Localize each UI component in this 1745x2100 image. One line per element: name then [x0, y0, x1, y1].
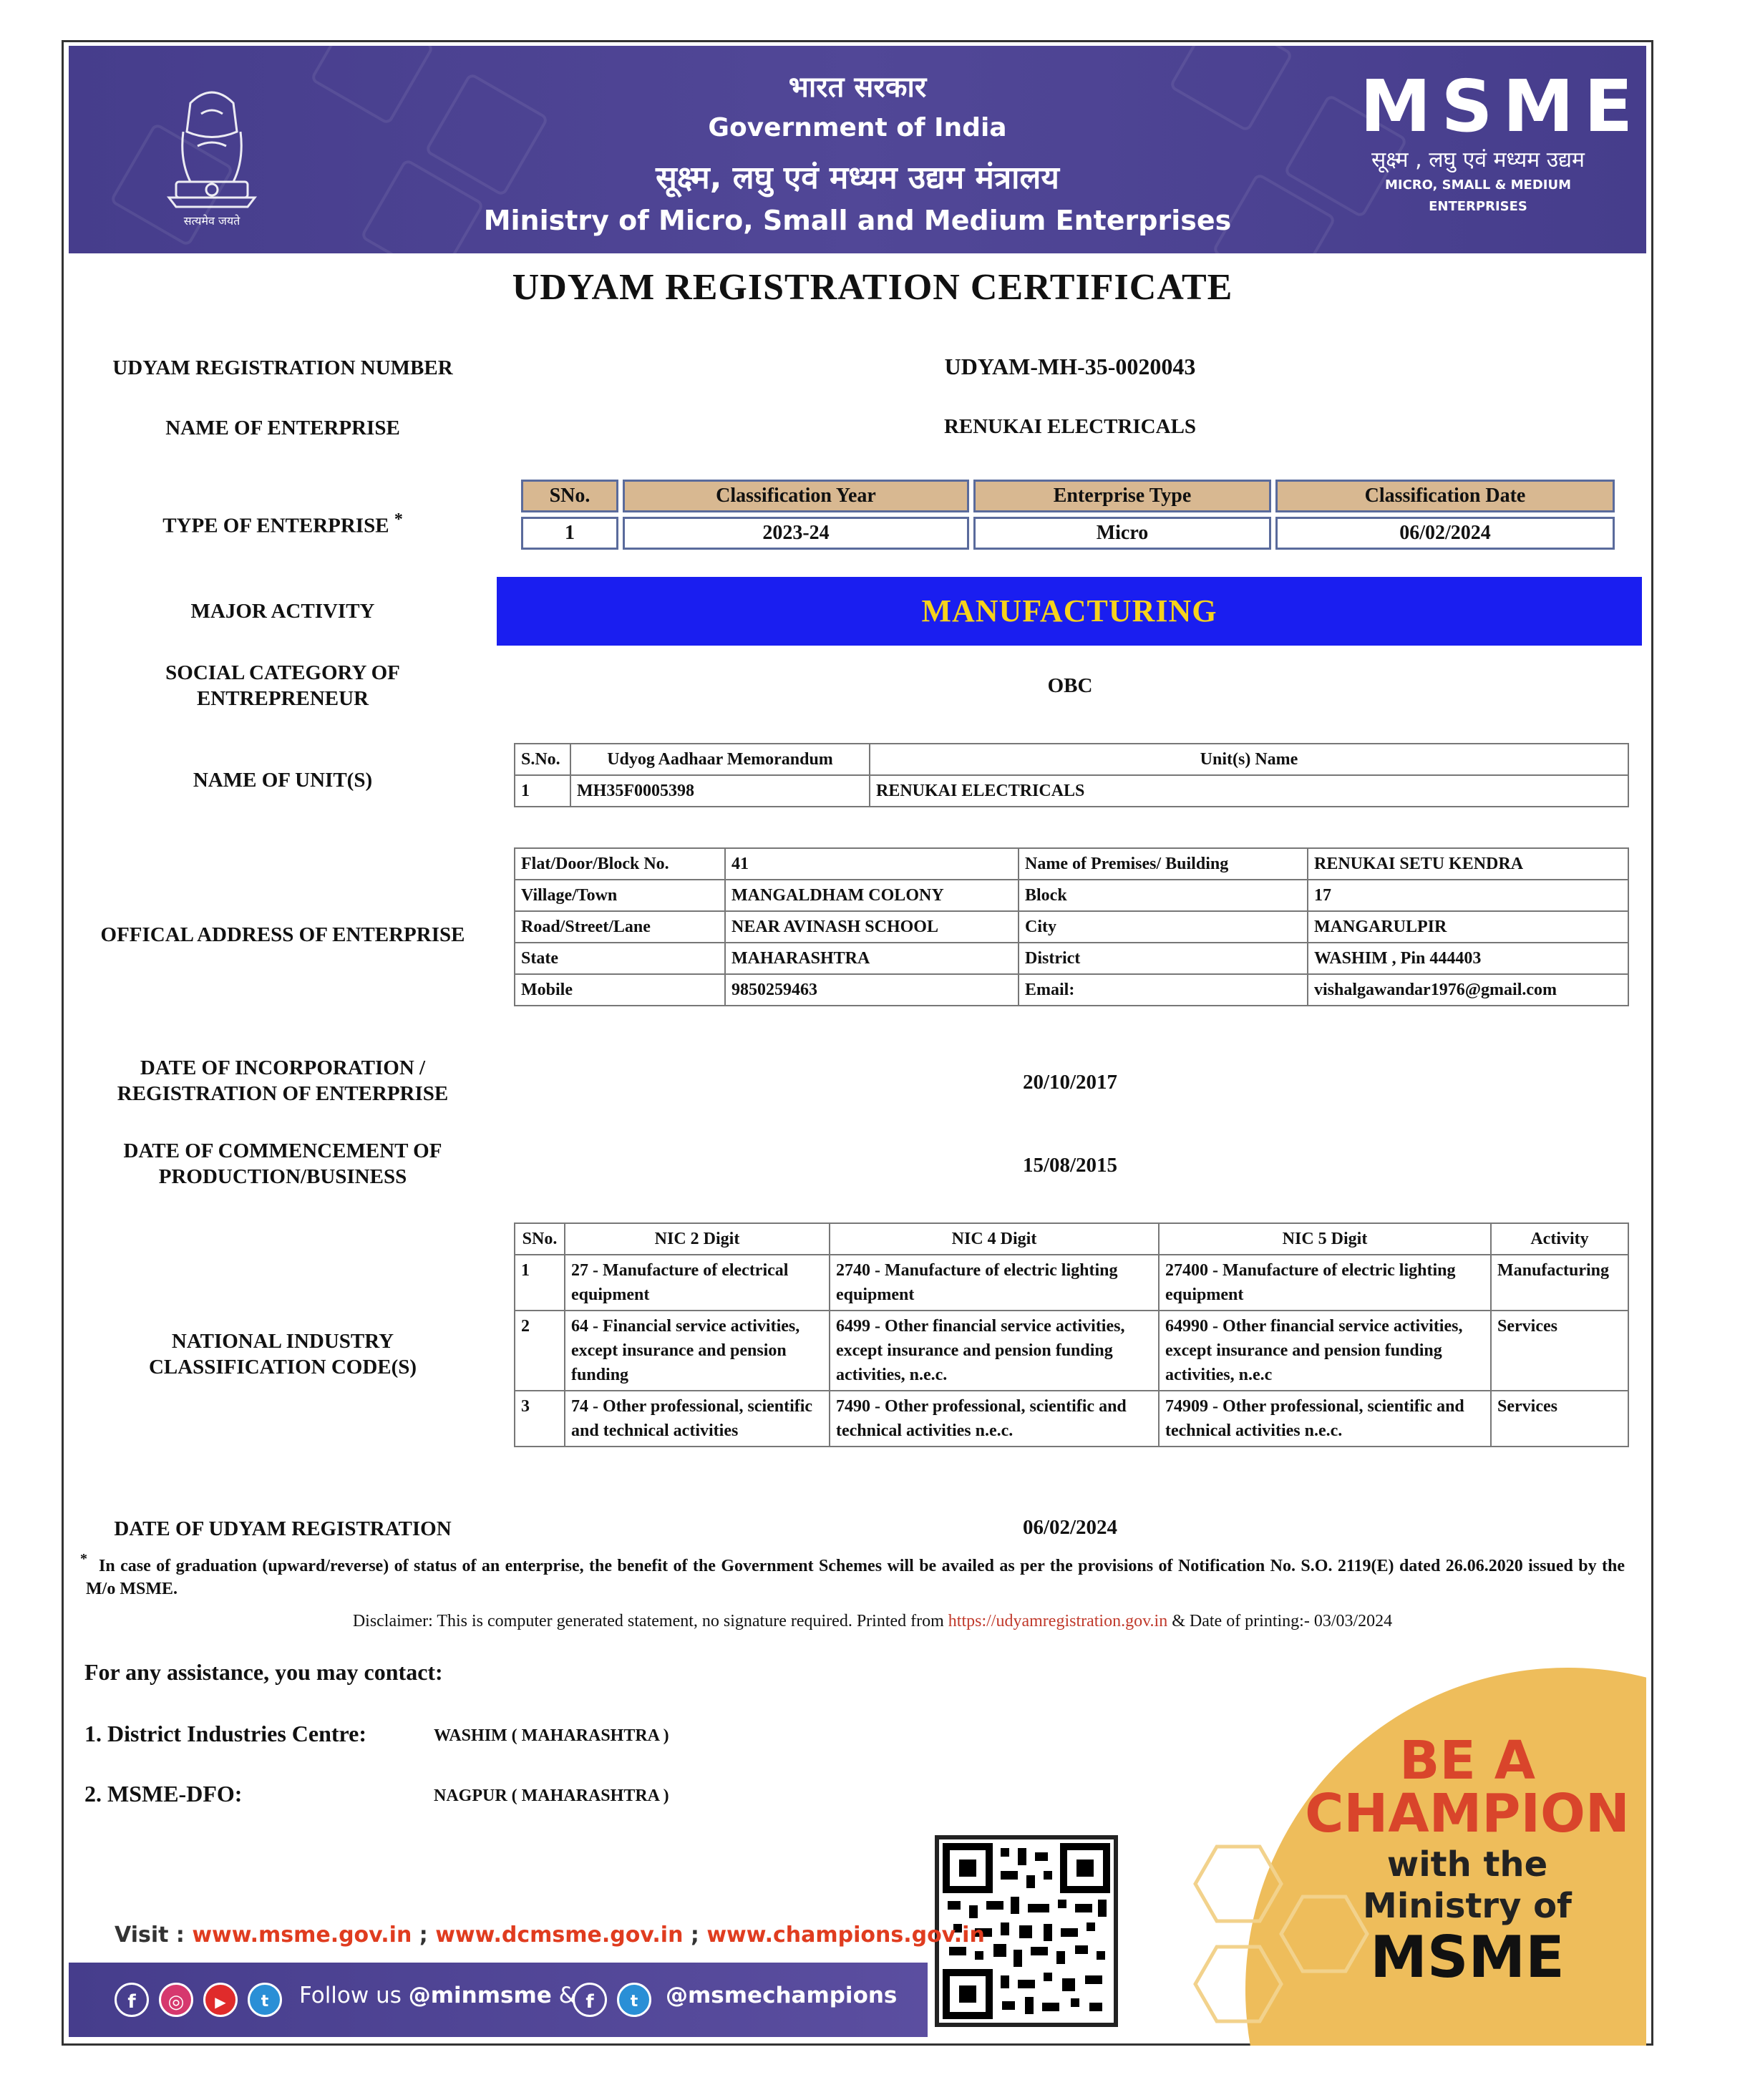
- follow-amp: &: [551, 1983, 576, 2008]
- nic-header: SNo.: [515, 1223, 565, 1255]
- address-key: Block: [1019, 880, 1308, 911]
- header-hindi-ministry: सूक्ष्म, लघु एवं मध्यम उद्यम मंत्रालय: [656, 160, 1059, 196]
- commencement-date: 15/08/2015: [1022, 1154, 1118, 1177]
- nic-cell: 1: [515, 1255, 565, 1311]
- units-cell: MH35F0005398: [570, 775, 870, 807]
- nic-header: NIC 5 Digit: [1159, 1223, 1491, 1255]
- address-value: MANGARULPIR: [1308, 911, 1628, 943]
- address-value: vishalgawandar1976@gmail.com: [1308, 974, 1628, 1006]
- nic-cell: 64990 - Other financial service activities, except insurance and pension funding activities, n.e.c: [1159, 1311, 1491, 1391]
- facebook-icon[interactable]: f: [115, 1983, 149, 2017]
- header-banner: [69, 46, 1646, 253]
- units-cell: RENUKAI ELECTRICALS: [870, 775, 1628, 807]
- handle-minmsme[interactable]: @minmsme: [408, 1983, 552, 2008]
- address-value: 17: [1308, 880, 1628, 911]
- enterprise-name-label: NAME OF ENTERPRISE: [165, 417, 400, 439]
- commencement-label-line: DATE OF COMMENCEMENT OF: [123, 1139, 442, 1162]
- units-label: NAME OF UNIT(S): [193, 769, 373, 792]
- address-row: [515, 943, 1628, 974]
- champions-site-link[interactable]: www.champions.gov.in: [706, 1922, 985, 1948]
- nic-cell: 74 - Other professional, scientific and technical activities: [565, 1391, 830, 1447]
- major-activity-bar: MANUFACTURING: [497, 577, 1642, 646]
- enterprise-type-cell: 2023-24: [623, 517, 969, 550]
- units-header: Unit(s) Name: [870, 744, 1628, 775]
- dfo-value: NAGPUR ( MAHARASHTRA ): [434, 1787, 669, 1805]
- address-label: OFFICAL ADDRESS OF ENTERPRISE: [100, 923, 465, 946]
- address-key: Village/Town: [515, 880, 725, 911]
- address-key: City: [1019, 911, 1308, 943]
- nic-cell: 6499 - Other financial service activities, except insurance and pension funding activities, n.e.c.: [830, 1311, 1159, 1391]
- reg-number-value: UDYAM-MH-35-0020043: [944, 354, 1196, 379]
- nic-cell: 27 - Manufacture of electrical equipment: [565, 1255, 830, 1311]
- nic-cell: Manufacturing: [1491, 1255, 1628, 1311]
- nic-cell: 2740 - Manufacture of electric lighting equipment: [830, 1255, 1159, 1311]
- champion-line3: with the: [1386, 1844, 1548, 1885]
- enterprise-type-table: [517, 475, 1619, 554]
- major-activity-label: MAJOR ACTIVITY: [190, 600, 375, 623]
- follow-prefix: Follow us: [299, 1983, 409, 2008]
- visit-separator: ;: [412, 1922, 436, 1948]
- nic-row: [515, 1311, 1628, 1391]
- address-key: Road/Street/Lane: [515, 911, 725, 943]
- footnote-text: In case of graduation (upward/reverse) of status of an enterprise, the benefit of the Government Schemes will be availed as per the provisions of Notification No. S.O. 2119(E) dated 26.06.2020 issued by the M/o MSME.: [86, 1557, 1625, 1598]
- nic-table: [514, 1222, 1629, 1447]
- nic-cell: 2: [515, 1311, 565, 1391]
- header-govt-of-india: Government of India: [708, 113, 1007, 142]
- assistance-heading: For any assistance, you may contact:: [84, 1659, 443, 1685]
- nic-row: [515, 1255, 1628, 1311]
- address-row: [515, 848, 1628, 880]
- incorporation-label: [68, 1055, 497, 1107]
- disclaimer: [0, 1612, 1745, 1631]
- nic-cell: 74909 - Other professional, scientific and technical activities n.e.c.: [1159, 1391, 1491, 1447]
- commencement-label: [68, 1138, 497, 1190]
- msme-logo-word: MSME: [1360, 64, 1643, 148]
- dic-value: WASHIM ( MAHARASHTRA ): [434, 1726, 669, 1745]
- address-key: Email:: [1019, 974, 1308, 1006]
- social-category-label: [68, 660, 497, 711]
- address-value: MANGALDHAM COLONY: [725, 880, 1019, 911]
- nic-cell: 64 - Financial service activities, except insurance and pension funding: [565, 1311, 830, 1391]
- nic-label-line: NATIONAL INDUSTRY: [171, 1330, 394, 1353]
- certificate-title: UDYAM REGISTRATION CERTIFICATE: [512, 267, 1233, 308]
- enterprise-type-star: *: [394, 510, 403, 529]
- enterprise-type-cell: 1: [521, 517, 618, 550]
- units-cell: 1: [515, 775, 570, 807]
- nic-header: NIC 4 Digit: [830, 1223, 1159, 1255]
- address-key: Flat/Door/Block No.: [515, 848, 725, 880]
- handle-msmechampions[interactable]: @msmechampions: [666, 1983, 898, 2008]
- visit-line: [115, 1922, 985, 1948]
- units-header: Udyog Aadhaar Memorandum: [570, 744, 870, 775]
- msme-logo-hindi: सूक्ष्म , लघु एवं मध्यम उद्यम: [1371, 147, 1585, 172]
- udyam-registration-link[interactable]: https://udyamregistration.gov.in: [948, 1612, 1168, 1630]
- instagram-icon[interactable]: ◎: [159, 1983, 193, 2017]
- twitter-icon[interactable]: t: [248, 1983, 282, 2017]
- enterprise-type-cell: 06/02/2024: [1275, 517, 1615, 550]
- enterprise-type-cell: Micro: [973, 517, 1271, 550]
- nic-cell: Services: [1491, 1311, 1628, 1391]
- dic-label: 1. District Industries Centre:: [84, 1721, 367, 1746]
- follow-text: [299, 1983, 576, 2008]
- nic-row: [515, 1391, 1628, 1447]
- msme-logo: [1360, 64, 1643, 214]
- twitter-icon[interactable]: t: [617, 1983, 651, 2017]
- champion-line2: CHAMPION: [1305, 1783, 1630, 1844]
- address-row: [515, 911, 1628, 943]
- nic-label-line: CLASSIFICATION CODE(S): [148, 1356, 417, 1379]
- nic-header: NIC 2 Digit: [565, 1223, 830, 1255]
- units-table: [514, 743, 1629, 807]
- footnote-star: *: [80, 1551, 87, 1567]
- enterprise-name-value: RENUKAI ELECTRICALS: [943, 415, 1197, 438]
- enterprise-type-header: SNo.: [521, 480, 618, 512]
- dfo-label: 2. MSME-DFO:: [84, 1781, 243, 1807]
- visit-separator: ;: [683, 1922, 707, 1948]
- address-value: WASHIM , Pin 444403: [1308, 943, 1628, 974]
- champion-line1: BE A: [1399, 1730, 1535, 1792]
- address-table: [514, 847, 1629, 1006]
- nic-header: Activity: [1491, 1223, 1628, 1255]
- incorporation-label-line: REGISTRATION OF ENTERPRISE: [117, 1082, 449, 1105]
- msme-site-link[interactable]: www.msme.gov.in: [192, 1922, 412, 1948]
- address-value: RENUKAI SETU KENDRA: [1308, 848, 1628, 880]
- enterprise-type-header: Classification Year: [623, 480, 969, 512]
- enterprise-type-label-text: TYPE OF ENTERPRISE: [162, 514, 389, 538]
- header-hindi-govt: भारत सरकार: [788, 71, 927, 104]
- address-key: Mobile: [515, 974, 725, 1006]
- address-value: 41: [725, 848, 1019, 880]
- dcmsme-site-link[interactable]: www.dcmsme.gov.in: [435, 1922, 684, 1948]
- address-value: NEAR AVINASH SCHOOL: [725, 911, 1019, 943]
- social-category-label-line: SOCIAL CATEGORY OF: [165, 661, 400, 684]
- nic-label: [68, 1328, 497, 1380]
- facebook-icon[interactable]: f: [573, 1983, 607, 2017]
- nic-cell: 27400 - Manufacture of electric lighting equipment: [1159, 1255, 1491, 1311]
- nic-cell: 7490 - Other professional, scientific and technical activities n.e.c.: [830, 1391, 1159, 1447]
- enterprise-type-header: Enterprise Type: [973, 480, 1271, 512]
- address-key: District: [1019, 943, 1308, 974]
- disclaimer-prefix: Disclaimer: This is computer generated statement, no signature required. Printed from: [352, 1612, 948, 1630]
- msme-logo-english: MICRO, SMALL & MEDIUM ENTERPRISES: [1384, 178, 1572, 214]
- disclaimer-suffix: & Date of printing:- 03/03/2024: [1167, 1612, 1393, 1630]
- incorporation-date: 20/10/2017: [1022, 1071, 1118, 1094]
- champion-line5: MSME: [1370, 1924, 1565, 1990]
- champion-line4: Ministry of: [1363, 1886, 1572, 1926]
- enterprise-type-label: [68, 507, 497, 539]
- address-value: MAHARASHTRA: [725, 943, 1019, 974]
- udyam-reg-date-label: DATE OF UDYAM REGISTRATION: [114, 1517, 452, 1540]
- youtube-icon[interactable]: ▶: [203, 1983, 238, 2017]
- incorporation-label-line: DATE OF INCORPORATION /: [140, 1056, 426, 1079]
- footnote: [80, 1551, 1625, 1600]
- units-header: S.No.: [515, 744, 570, 775]
- udyam-reg-date-value: 06/02/2024: [1022, 1516, 1118, 1539]
- address-row: [515, 974, 1628, 1006]
- address-row: [515, 880, 1628, 911]
- address-key: State: [515, 943, 725, 974]
- social-category-label-line: ENTREPRENEUR: [196, 687, 369, 710]
- nic-cell: 3: [515, 1391, 565, 1447]
- address-key: Name of Premises/ Building: [1019, 848, 1308, 880]
- emblem-caption: सत्यमेव जयते: [183, 214, 240, 228]
- social-category-value: OBC: [1047, 674, 1093, 697]
- header-ministry-name: Ministry of Micro, Small and Medium Enterprises: [483, 205, 1232, 236]
- enterprise-type-header: Classification Date: [1275, 480, 1615, 512]
- visit-label: Visit :: [115, 1922, 193, 1948]
- address-value: 9850259463: [725, 974, 1019, 1006]
- commencement-label-line: PRODUCTION/BUSINESS: [158, 1165, 407, 1188]
- nic-cell: Services: [1491, 1391, 1628, 1447]
- reg-number-label: UDYAM REGISTRATION NUMBER: [112, 356, 453, 379]
